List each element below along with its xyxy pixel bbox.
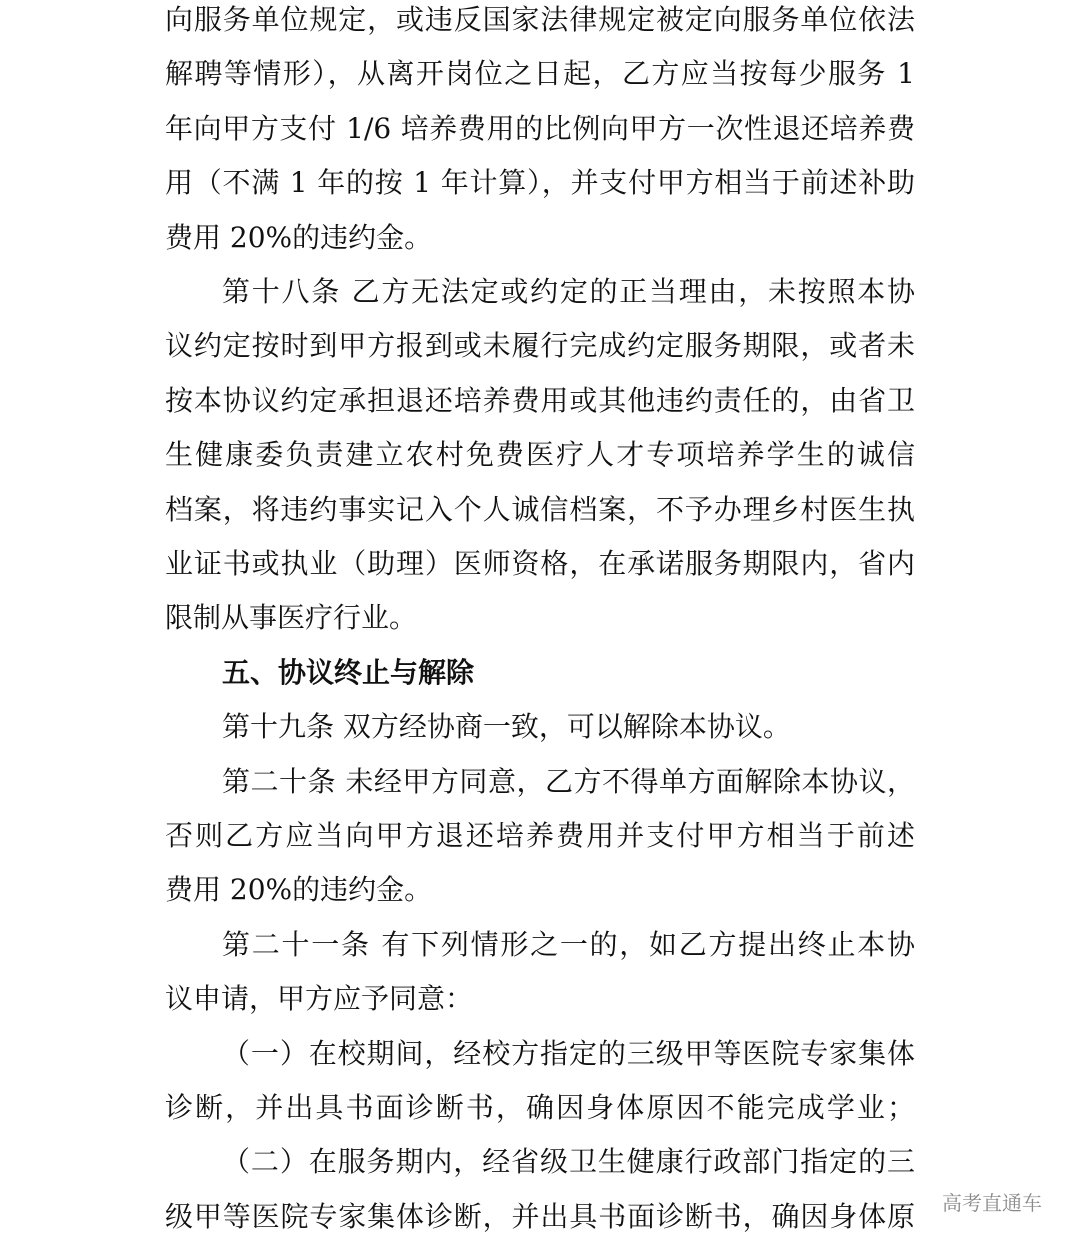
text-line: 年向甲方支付 1/6 培养费用的比例向甲方一次性退还培养费 (165, 111, 915, 145)
text-line: 向服务单位规定，或违反国家法律规定被定向服务单位依法 (165, 3, 915, 36)
text-line: 档案，将违约事实记入个人诚信档案，不予办理乡村医生执 (165, 492, 915, 526)
text-line: 限制从事医疗行业。 (165, 601, 418, 635)
text-line: 第十八条 乙方无法定或约定的正当理由，未按照本协 (222, 275, 915, 308)
text-line: 费用 20%的违约金。 (165, 873, 433, 907)
text-line: 第二十一条 有下列情形之一的，如乙方提出终止本协 (222, 927, 915, 961)
text-line: 第二十条 未经甲方同意，乙方不得单方面解除本协议， (222, 764, 915, 798)
text-line: （一）在校期间，经校方指定的三级甲等医院专家集体 (222, 1036, 915, 1070)
section-heading: 五、协议终止与解除 (222, 655, 475, 689)
text-line: 议约定按时到甲方报到或未履行完成约定服务期限，或者未 (165, 329, 915, 363)
text-line: 按本协议约定承担退还培养费用或其他违约责任的，由省卫 (165, 383, 915, 417)
text-line: 解聘等情形），从离开岗位之日起，乙方应当按每少服务 1 (165, 57, 915, 91)
text-line: 业证书或执业（助理）医师资格，在承诺服务期限内，省内 (165, 547, 915, 580)
watermark: 高考直通车 (942, 1191, 1042, 1215)
text-line: （二）在服务期内，经省级卫生健康行政部门指定的三 (222, 1145, 915, 1179)
text-line: 生健康委负责建立农村免费医疗人才专项培养学生的诚信 (165, 438, 915, 472)
text-line: 费用 20%的违约金。 (165, 220, 433, 254)
text-line: 议申请，甲方应予同意： (165, 982, 474, 1016)
text-line: 用（不满 1 年的按 1 年计算），并支付甲方相当于前述补助 (165, 166, 915, 200)
text-line: 级甲等医院专家集体诊断，并出具书面诊断书，确因身体原 (165, 1199, 915, 1233)
text-line: 诊断，并出具书面诊断书，确因身体原因不能完成学业； (165, 1091, 915, 1124)
text-line: 第十九条 双方经协商一致，可以解除本协议。 (222, 710, 791, 744)
text-line: 否则乙方应当向甲方退还培养费用并支付甲方相当于前述 (165, 819, 915, 852)
